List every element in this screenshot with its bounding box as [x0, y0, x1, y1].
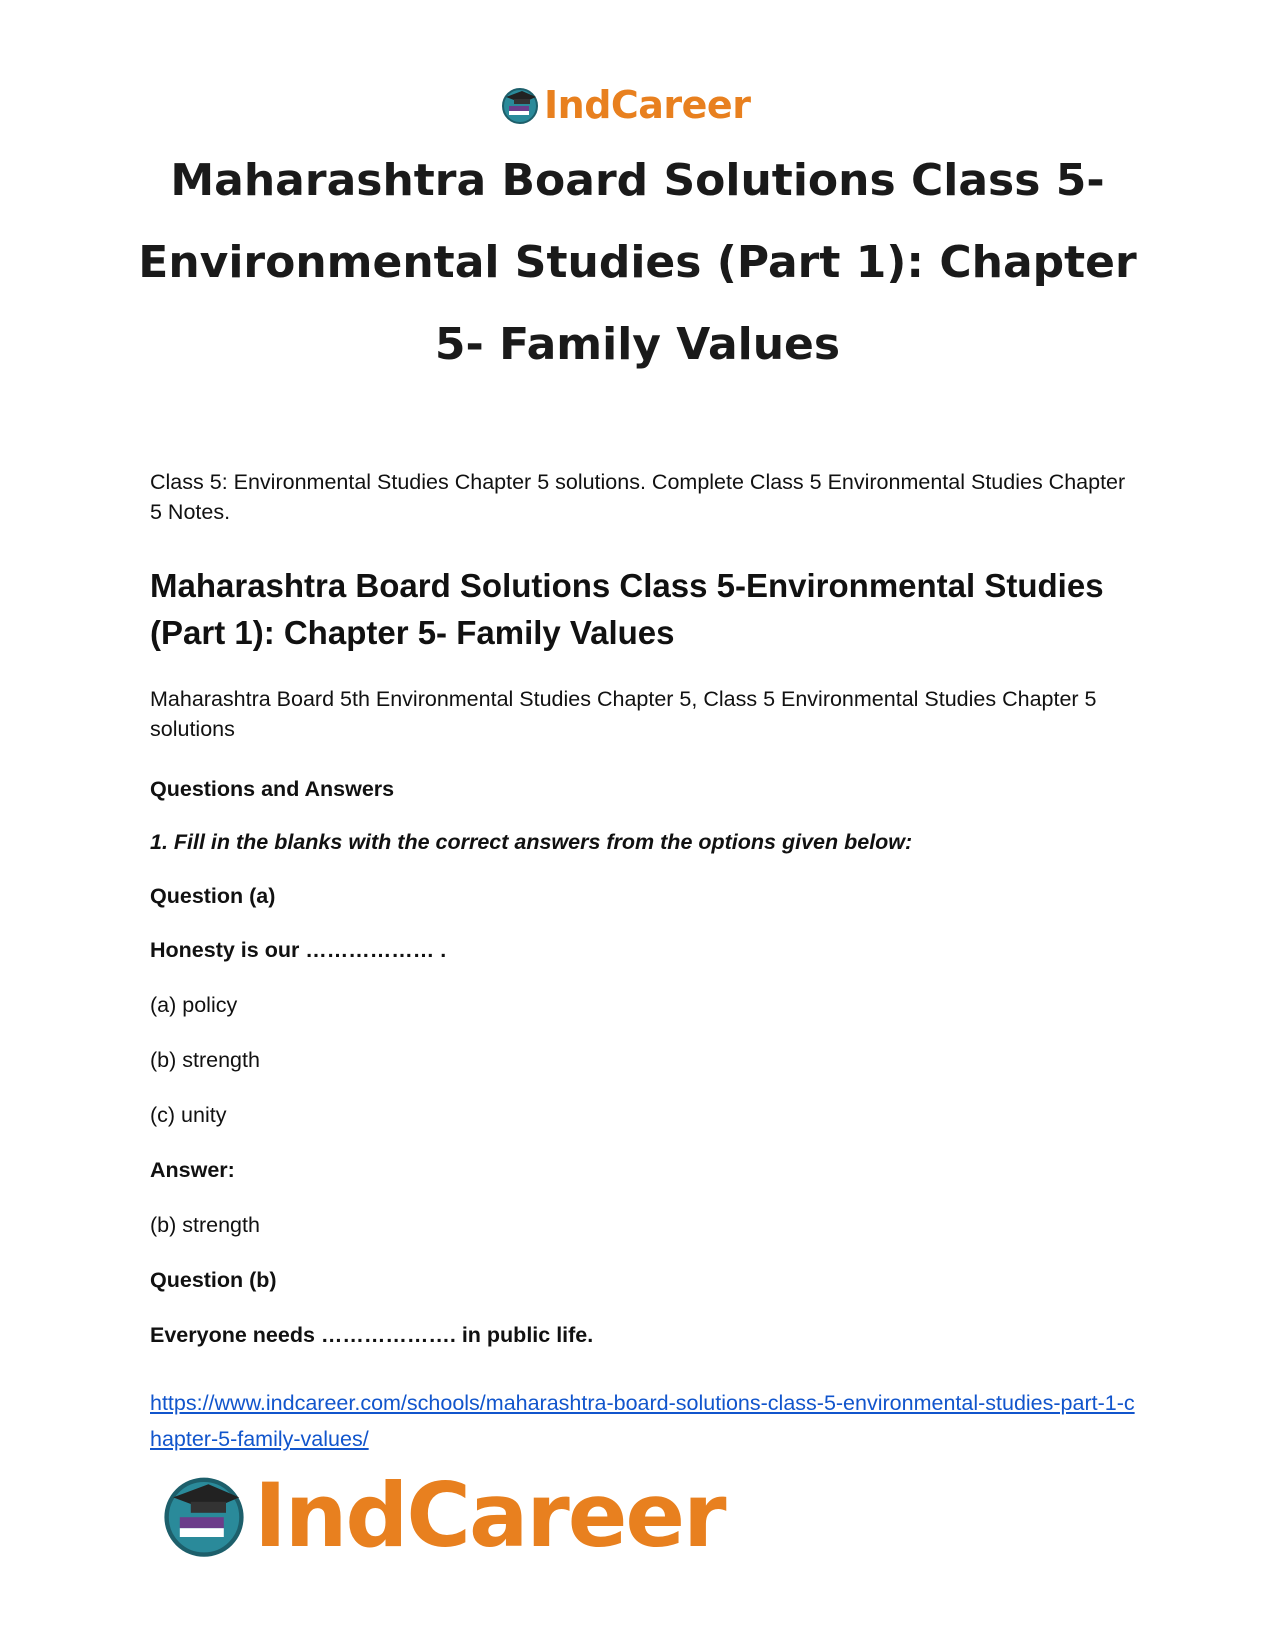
source-link[interactable]: https://www.indcareer.com/schools/maharashtra-board-solutions-class-5-environmental-studies-part-1-chapter-5-family-values/	[150, 1391, 1135, 1451]
instruction-text: 1. Fill in the blanks with the correct answers from the options given below:	[150, 830, 913, 854]
option-c: (c) unity	[150, 1103, 227, 1127]
qa-title: Questions and Answers	[150, 777, 395, 801]
intro-paragraph: Class 5: Environmental Studies Chapter 5 solutions. Complete Class 5 Environmental Studies Chapter 5 Notes.	[150, 470, 1126, 524]
indcareer-logo-bottom	[160, 1460, 725, 1570]
section-heading: Maharashtra Board Solutions Class 5-Environmental Studies (Part 1): Chapter 5- Family Values	[150, 567, 1104, 651]
question-b-label: Question (b)	[150, 1268, 277, 1292]
graduation-cap-globe-icon	[160, 1471, 248, 1559]
question-a-label: Question (a)	[150, 884, 276, 908]
option-a: (a) policy	[150, 993, 238, 1017]
question-a-text: Honesty is our ……………… .	[150, 938, 447, 962]
logo-text: IndCareer	[544, 83, 751, 127]
answer-text: (b) strength	[150, 1213, 260, 1237]
question-b-text: Everyone needs ………………. in public life.	[150, 1323, 594, 1347]
option-b: (b) strength	[150, 1048, 260, 1072]
indcareer-logo-top	[500, 80, 750, 130]
answer-label: Answer:	[150, 1158, 235, 1182]
logo-text: IndCareer	[254, 1463, 725, 1567]
graduation-cap-globe-icon	[500, 85, 540, 125]
page-title: Maharashtra Board Solutions Class 5-Environmental Studies (Part 1): Chapter 5- Family Values	[138, 155, 1137, 370]
sub-paragraph: Maharashtra Board 5th Environmental Studies Chapter 5, Class 5 Environmental Studies Chapter 5 solutions	[150, 687, 1097, 741]
